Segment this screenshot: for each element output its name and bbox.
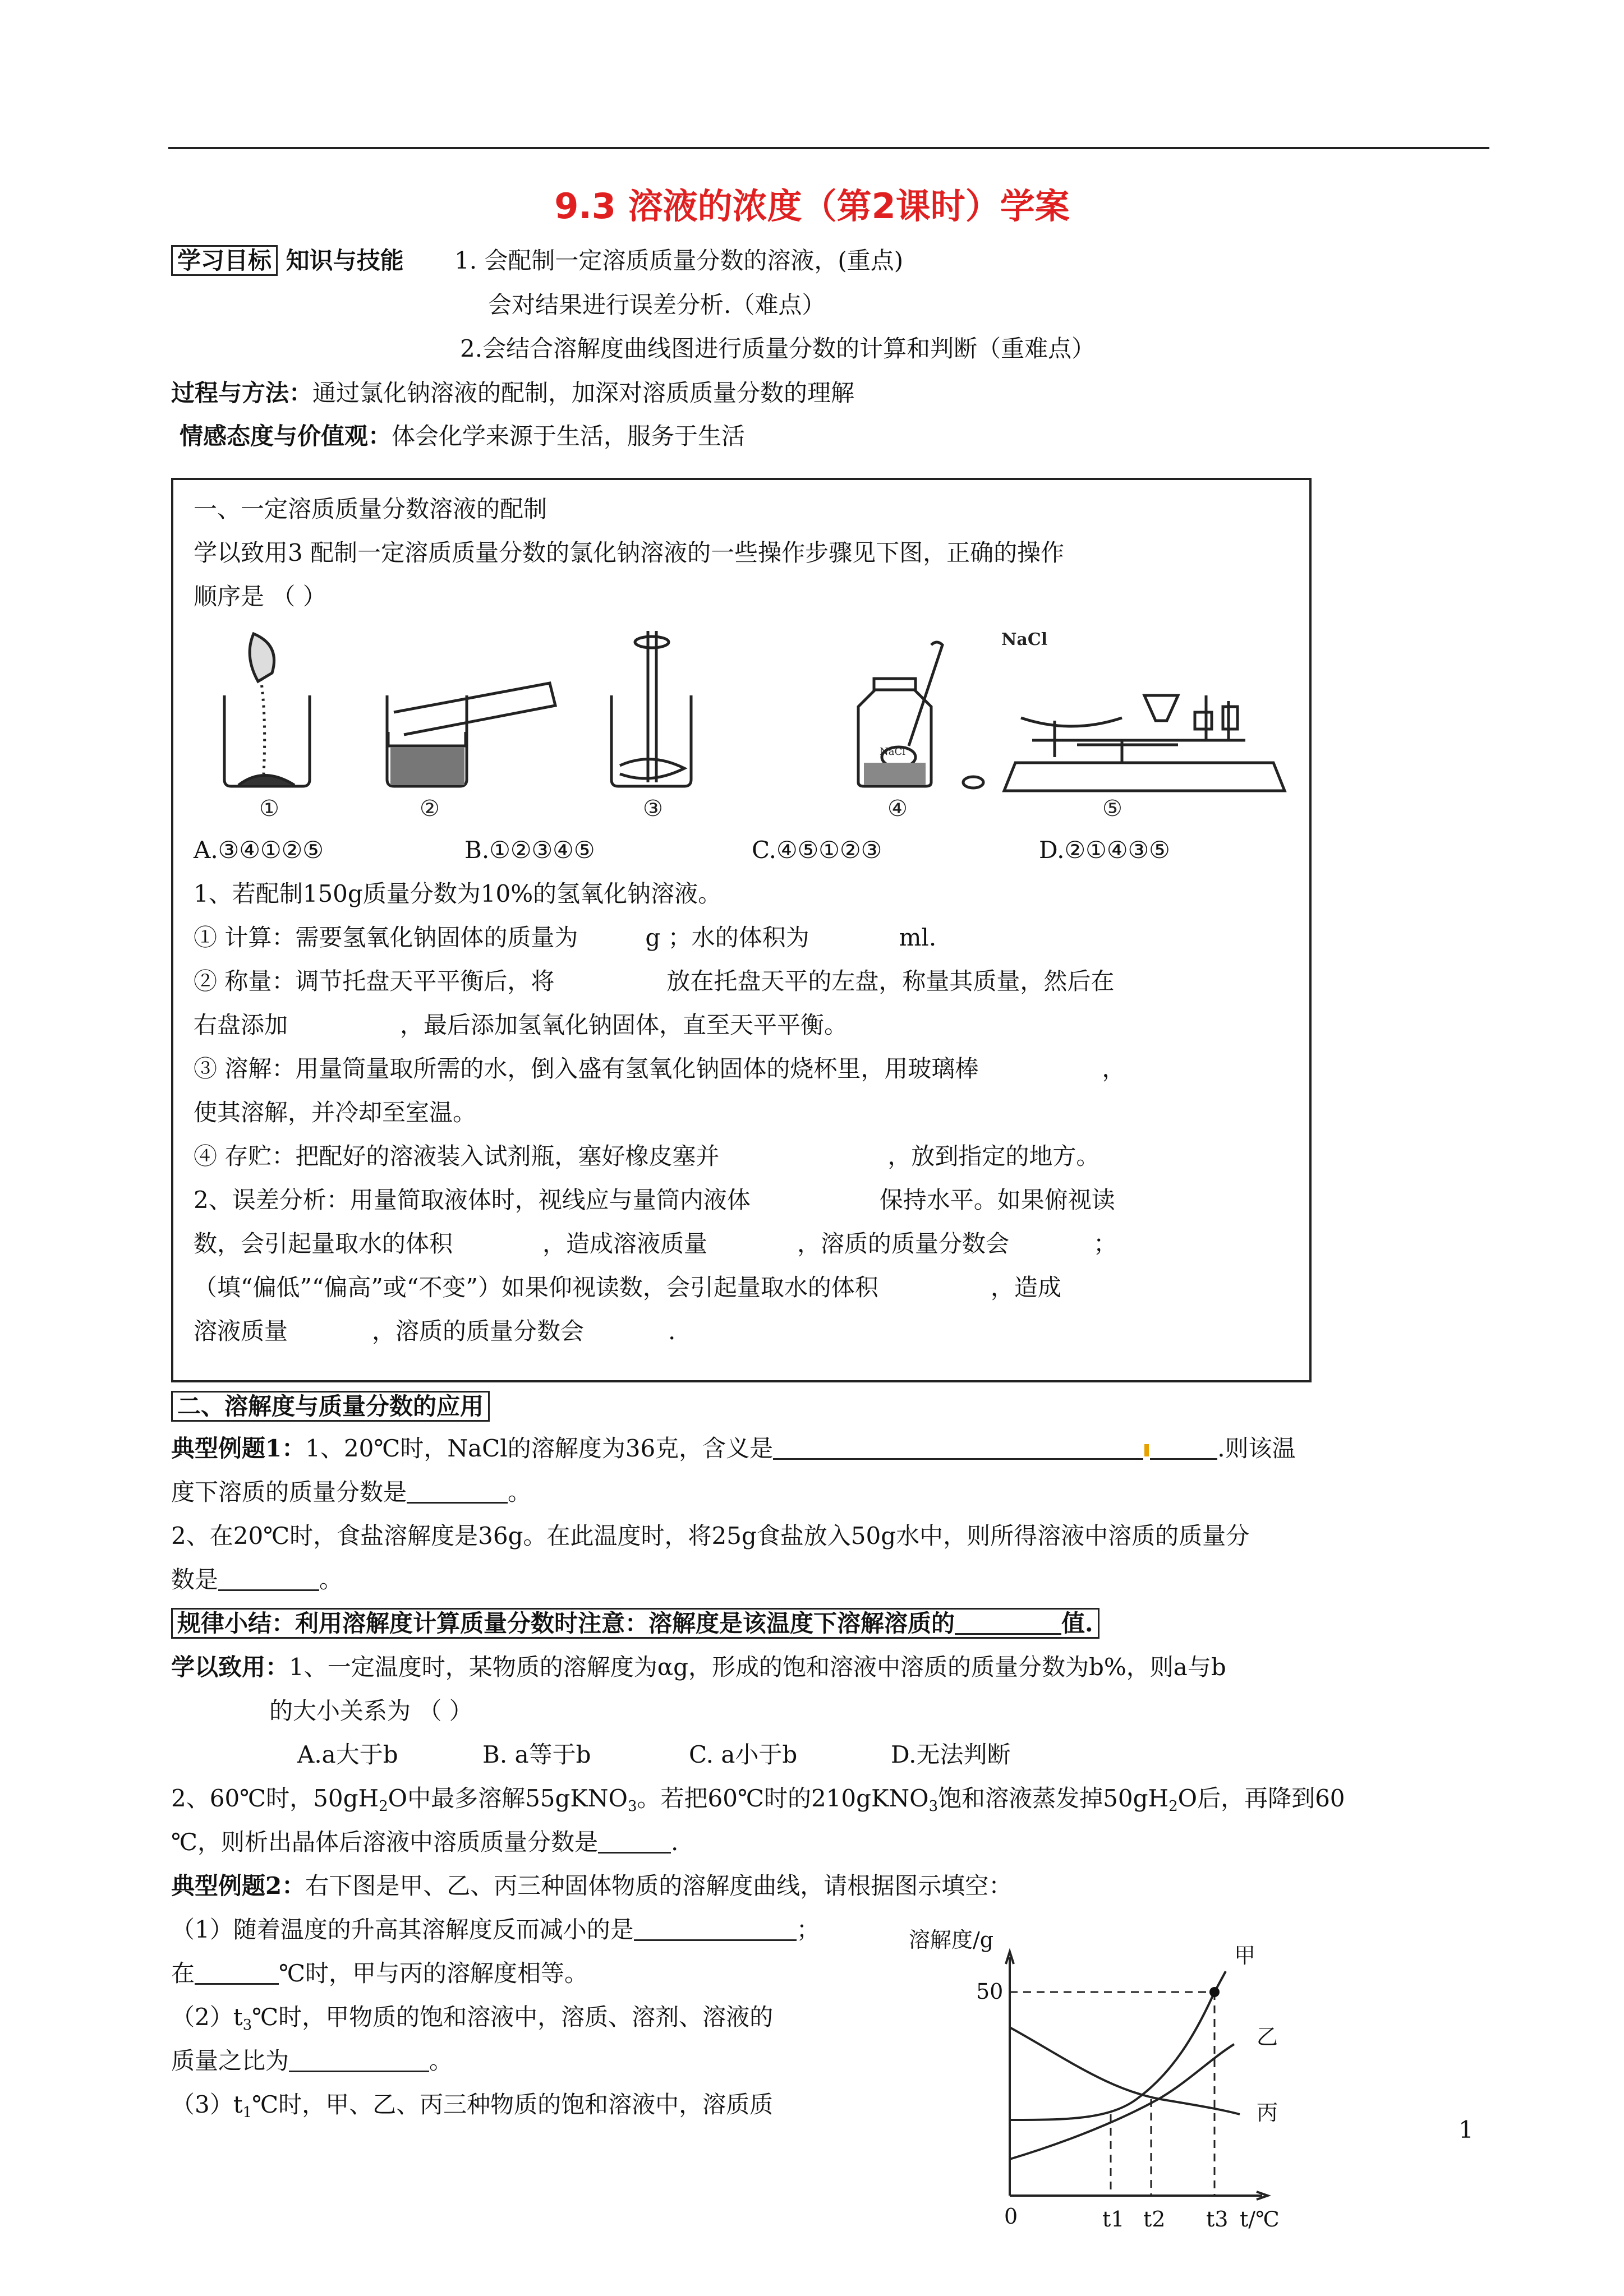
objective-2: 2.会结合溶解度曲线图进行质量分数的计算和判断（重难点） (460, 335, 1096, 362)
emotion-values-text: 体会化学来源于生活，服务于生活 (392, 422, 746, 450)
apply-2: 2、60℃时，$50gH_2O$中最多溶解55gKNO$_3$。若把60℃时的210gKNO$_3$饱和溶液蒸发掉$50gH_2O$后，再降到60 (171, 1785, 1345, 1815)
nacl-bottle-label: NaCl (880, 746, 906, 758)
x-tick-t2: t2 (1143, 2207, 1166, 2232)
step-dissolve-2: 使其溶解，并冷却至室温。 (194, 1099, 477, 1126)
series-label-yi: 乙 (1257, 2025, 1278, 2049)
figure-label-2: ② (420, 796, 440, 822)
apply-opt-b: B. a等于b (482, 1741, 591, 1768)
step-2-image (387, 683, 555, 786)
option-a: A.③④①②⑤ (194, 836, 324, 864)
example-3: 典型例题2：右下图是甲、乙、丙三种固体物质的溶解度曲线，请根据图示填空： (171, 1872, 1013, 1899)
apply-opt-c: C. a小于b (689, 1741, 798, 1768)
step-calc: ① 计算：需要氢氧化钠固体的质量为 g ；水的体积为 ml. (194, 924, 937, 951)
x-axis-label: t/℃ (1240, 2207, 1280, 2232)
section2-heading: 二、溶解度与质量分数的应用 (171, 1391, 490, 1422)
prep-intro: 1、若配制150g质量分数为10%的氢氧化钠溶液。 (194, 880, 722, 907)
apply-2-cont: ℃，则析出晶体后溶液中溶质质量分数是 . (171, 1828, 679, 1856)
intersection-point (1209, 1987, 1220, 1997)
question-1: （1）随着温度的升高其溶解度反而减小的是 ； (171, 1916, 820, 1943)
error-analysis-2: 数，会引起量取水的体积 ，造成溶液质量 ，溶质的质量分数会 ； (194, 1230, 1117, 1257)
figure-label-1: ① (259, 796, 279, 822)
step-5-image (1004, 695, 1285, 791)
operation-steps-figure (191, 623, 1307, 830)
objective-1b: 会对结果进行误差分析.（难点） (488, 291, 826, 319)
page-number: 1 (1459, 2116, 1474, 2143)
objectives-block (171, 245, 404, 276)
y-axis-label: 溶解度/g (909, 1929, 994, 1952)
question-1-cont: 在 ℃时，甲与丙的溶解度相等。 (171, 1960, 588, 1987)
solubility-chart (898, 1929, 1301, 2243)
step-1-image (224, 634, 310, 786)
step-store: ④ 存贮：把配好的溶液装入试剂瓶，塞好橡皮塞并 ，放到指定的地方。 (194, 1142, 1100, 1170)
y-tick-50: 50 (976, 1979, 1004, 2004)
error-analysis-3: （填“偏低”“偏高”或“不变”）如果仰视读数，会引起量取水的体积 ，造成 (194, 1274, 1061, 1301)
example-1-cont: 度下溶质的质量分数是 。 (171, 1478, 532, 1506)
step-3-image (611, 631, 691, 786)
origin-label: 0 (1004, 2204, 1018, 2229)
step-dissolve: ③ 溶解：用量筒量取所需的水，倒入盛有氢氧化钠固体的烧杯里，用玻璃棒 ， (194, 1055, 1126, 1082)
apply-opt-a: A.a大于b (297, 1741, 398, 1768)
series-yi-line (1010, 2044, 1234, 2159)
question-2-cont: 质量之比为 。 (171, 2047, 453, 2074)
process-method-label: 过程与方法： (171, 379, 313, 407)
example-1: 典型例题1：1、20℃时，NaCl的溶解度为36克，含义是 .则该温 (171, 1435, 1296, 1462)
error-analysis-4: 溶液质量 ，溶质的质量分数会 . (194, 1317, 676, 1345)
option-c: C.④⑤①②③ (752, 836, 882, 864)
nacl-label: NaCl (1001, 630, 1048, 649)
x-tick-t3: t3 (1206, 2207, 1229, 2232)
figure-label-4: ④ (887, 796, 908, 822)
step-weigh: ② 称量：调节托盘天平平衡后，将 放在托盘天平的左盘，称量其质量，然后在 (194, 967, 1115, 995)
process-method (171, 377, 854, 409)
rule-summary: 规律小结：利用溶解度计算质量分数时注意：溶解度是该温度下溶解溶质的 值. (171, 1608, 1099, 1639)
example-2-line2: 数是 。 (171, 1566, 343, 1593)
error-analysis-1: 2、误差分析：用量简取液体时，视线应与量筒内液体 保持水平。如果俯视读 (194, 1186, 1115, 1214)
question-2: $(2)t_3℃$时，甲物质的饱和溶液中，溶质、溶剂、溶液的 (171, 2003, 774, 2034)
step-4-image (858, 642, 983, 788)
option-d: D.②①④③⑤ (1039, 836, 1170, 864)
page-title: 9.3 溶液的浓度（第2课时）学案 (554, 186, 1070, 227)
question-line-2: 顺序是 （ ） (194, 583, 326, 610)
question-line-1: 学以致用3 配制一定溶质质量分数的氯化钠溶液的一些操作步骤见下图，正确的操作 (194, 539, 1065, 566)
emotion-values-label: 情感态度与价值观： (180, 422, 392, 450)
question-3: $(3)t_1℃$时，甲、乙、丙三种物质的饱和溶液中，溶质质 (171, 2091, 774, 2121)
figure-label-3: ③ (643, 796, 663, 822)
series-bing-line (1010, 2027, 1240, 2114)
option-b: B.①②③④⑤ (464, 836, 595, 864)
objectives-label: 学习目标 (171, 245, 278, 276)
figure-label-5: ⑤ (1102, 796, 1122, 822)
top-rule (168, 147, 1489, 149)
apply-1: 学以致用：1、一定温度时，某物质的溶解度为αg，形成的饱和溶液中溶质的质量分数为b%，则a与b (171, 1653, 1226, 1681)
apply-1-cont: 的大小关系为 （ ） (269, 1697, 473, 1725)
section1-heading: 一、一定溶质质量分数溶液的配制 (194, 495, 548, 523)
series-label-bing: 丙 (1257, 2100, 1278, 2125)
process-method-text: 通过氯化钠溶液的配制，加深对溶质质量分数的理解 (312, 379, 855, 407)
objective-1: 1. 会配制一定溶质质量分数的溶液，(重点) (454, 247, 904, 274)
step-weigh-2: 右盘添加 ，最后添加氢氧化钠固体，直至天平平衡。 (194, 1011, 848, 1039)
series-label-jia: 甲 (1234, 1943, 1256, 1968)
example-2-line1: 2、在20℃时，食盐溶解度是36g。在此温度时，将25g食盐放入50g水中，则所得溶液中溶质的质量分 (171, 1522, 1250, 1550)
apply-opt-d: D.无法判断 (891, 1741, 1011, 1768)
knowledge-skill-label: 知识与技能 (286, 247, 404, 274)
emotion-values (180, 421, 745, 452)
x-tick-t1: t1 (1102, 2207, 1125, 2232)
